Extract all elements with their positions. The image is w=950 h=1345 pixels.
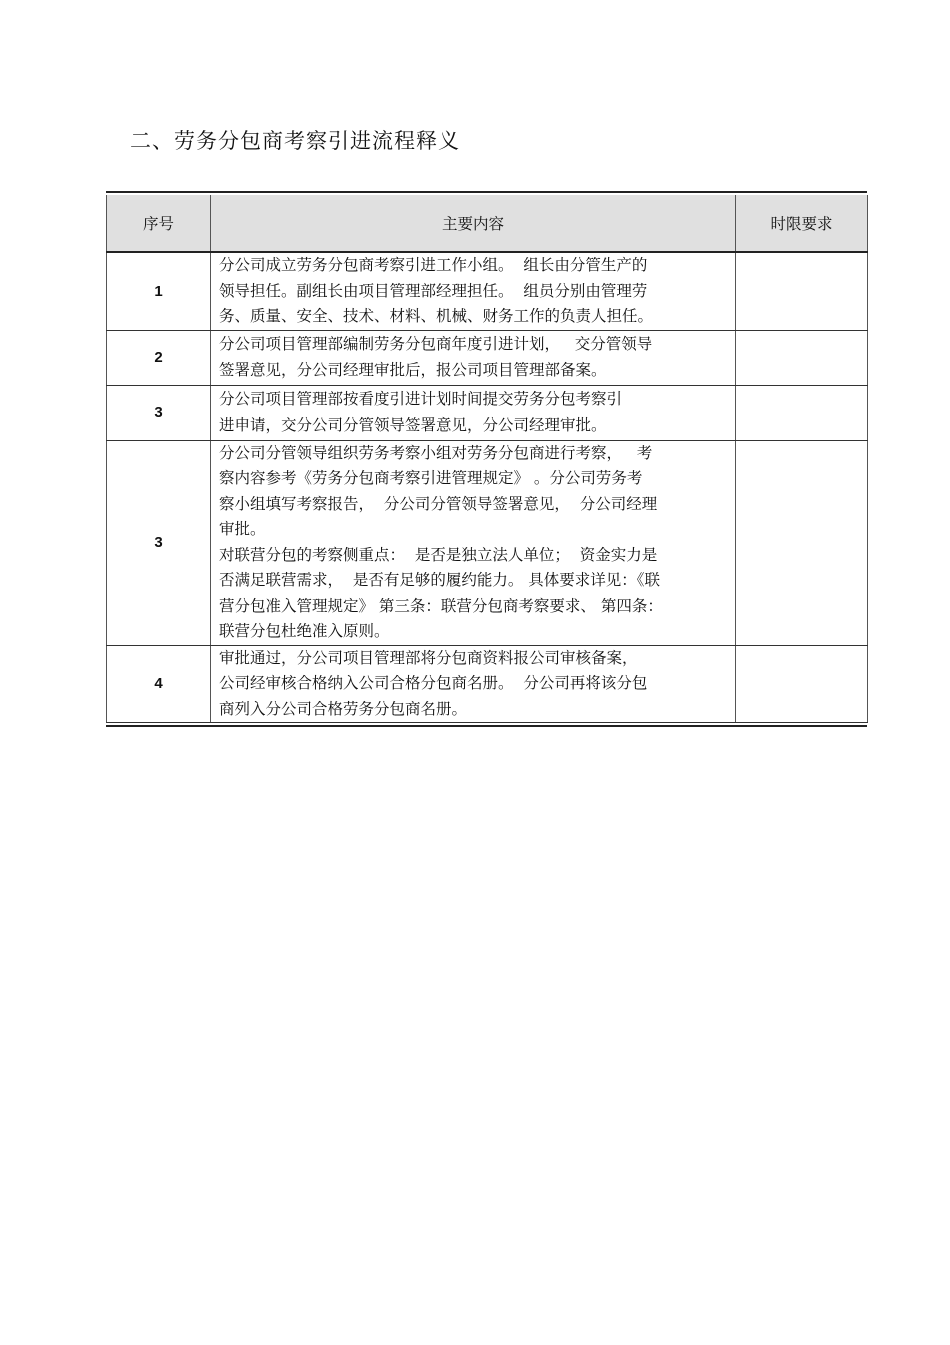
content-line: 分公司项目管理部按看度引进计划时间提交劳务分包考察引	[219, 390, 623, 408]
row-content	[211, 252, 736, 330]
content-line: 察小组填写考察报告， 分公司分管领导签署意见， 分公司经理	[219, 494, 658, 513]
row-time-limit	[736, 645, 868, 723]
table-row	[107, 440, 868, 645]
row-number: 3	[107, 385, 211, 440]
content-line: 审批通过，分公司项目管理部将分包商资料报公司审核备案，	[219, 648, 638, 667]
content-line: 分公司成立劳务分包商考察引进工作小组。 组长由分管生产的	[219, 256, 648, 274]
header-main-content: 主要内容	[211, 195, 736, 252]
row-number: 2	[107, 330, 211, 385]
content-line: 领导担任。副组长由项目管理部经理担任。 组员分别由管理劳	[219, 281, 648, 300]
row-content	[211, 385, 736, 440]
content-line: 签署意见，分公司经理审批后，报公司项目管理部备案。	[219, 360, 607, 379]
content-line: 审批。	[219, 520, 266, 538]
row-time-limit	[736, 330, 868, 385]
content-line: 务、质量、安全、技术、材料、机械、财务工作的负责人担任。	[219, 307, 654, 325]
row-content	[211, 440, 736, 645]
content-line: 商列入分公司合格劳务分包商名册。	[219, 699, 468, 718]
header-time-limit: 时限要求	[736, 195, 868, 252]
row-time-limit	[736, 252, 868, 330]
content-line: 营分包准入管理规定》 第三条：联营分包商考察要求、 第四条：	[219, 596, 663, 615]
table-row	[107, 330, 868, 385]
table-bottom-rule	[106, 725, 867, 727]
row-content	[211, 645, 736, 723]
table-header-row	[107, 195, 868, 252]
row-number: 1	[107, 252, 211, 330]
content-line: 否满足联营需求， 是否有足够的履约能力。 具体要求详见：《联	[219, 571, 661, 589]
row-content	[211, 330, 736, 385]
row-number: 3	[107, 440, 211, 645]
table-row	[107, 645, 868, 723]
row-time-limit	[736, 385, 868, 440]
row-time-limit	[736, 440, 868, 645]
process-table-container	[106, 191, 867, 727]
header-seq: 序号	[107, 195, 211, 252]
table-row	[107, 252, 868, 330]
section-title: 二、劳务分包商考察引进流程释义	[130, 129, 460, 153]
process-table	[106, 195, 868, 723]
content-line: 察内容参考《劳务分包商考察引进管理规定》 。分公司劳务考	[219, 469, 643, 487]
content-line: 分公司项目管理部编制劳务分包商年度引进计划， 交分管领导	[219, 335, 653, 353]
content-line: 联营分包杜绝准入原则。	[219, 622, 390, 640]
content-line: 公司经审核合格纳入公司合格分包商名册。 分公司再将该分包	[219, 674, 648, 692]
content-line: 进申请，交分公司分管领导签署意见，分公司经理审批。	[219, 415, 607, 434]
content-line: 对联营分包的考察侧重点： 是否是独立法人单位； 资金实力是	[219, 545, 658, 564]
content-line: 分公司分管领导组织劳务考察小组对劳务分包商进行考察， 考	[219, 443, 653, 462]
row-number: 4	[107, 645, 211, 723]
table-row	[107, 385, 868, 440]
